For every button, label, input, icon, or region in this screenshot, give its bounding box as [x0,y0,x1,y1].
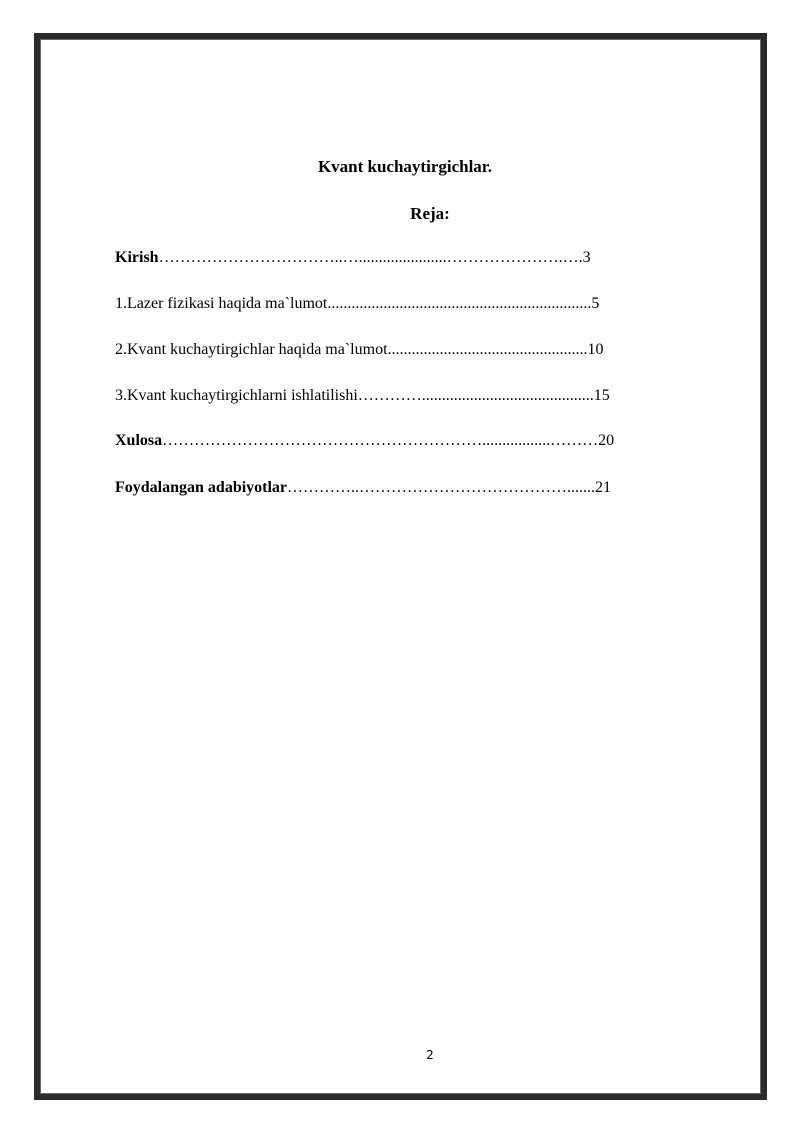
toc-entry-leader: ……………………………..…......................………………….…. [158,249,583,266]
toc-entry-kvant-kuchaytirgichlar [115,340,604,360]
toc-entry-page: 20 [598,432,615,449]
toc-entry-lazer-fizikasi [115,294,599,314]
toc-entry-label: 3.Kvant kuchaytirgichlarni ishlatilishi [115,387,358,404]
toc-entry-page: 15 [593,387,610,404]
toc-entry-xulosa [115,431,614,451]
toc-entry-label: Kirish [115,249,159,266]
toc-entry-label: Foydalangan adabiyotlar [115,479,288,496]
toc-entry-page: 3 [582,249,591,266]
toc-entry-leader: …………........................................... [357,387,594,404]
toc-entry-page: 10 [587,341,604,358]
toc-entry-label: Xulosa [115,432,163,449]
toc-entry-leader: .................................................................. [327,295,592,312]
toc-entry-page: 5 [591,295,600,312]
toc-entry-kirish [115,248,591,268]
toc-entry-ishlatilishi [115,386,610,406]
toc-entry-page: 21 [595,479,612,496]
toc-entry-label: 2.Kvant kuchaytirgichlar haqida ma`lumot [115,341,388,358]
page-number: 2 [426,1048,434,1062]
toc-entry-adabiyotlar [115,478,611,498]
document-title: Kvant kuchaytirgichlar. [317,157,493,176]
toc-entry-leader: …………………………………………………….................……… [162,432,599,449]
plan-heading: Reja: [410,204,450,223]
toc-entry-leader: …………..…………………………………....... [287,479,596,496]
page-border [34,33,767,1100]
toc-entry-leader: .................................................. [387,341,588,358]
toc-entry-label: 1.Lazer fizikasi haqida ma`lumot [115,295,328,312]
